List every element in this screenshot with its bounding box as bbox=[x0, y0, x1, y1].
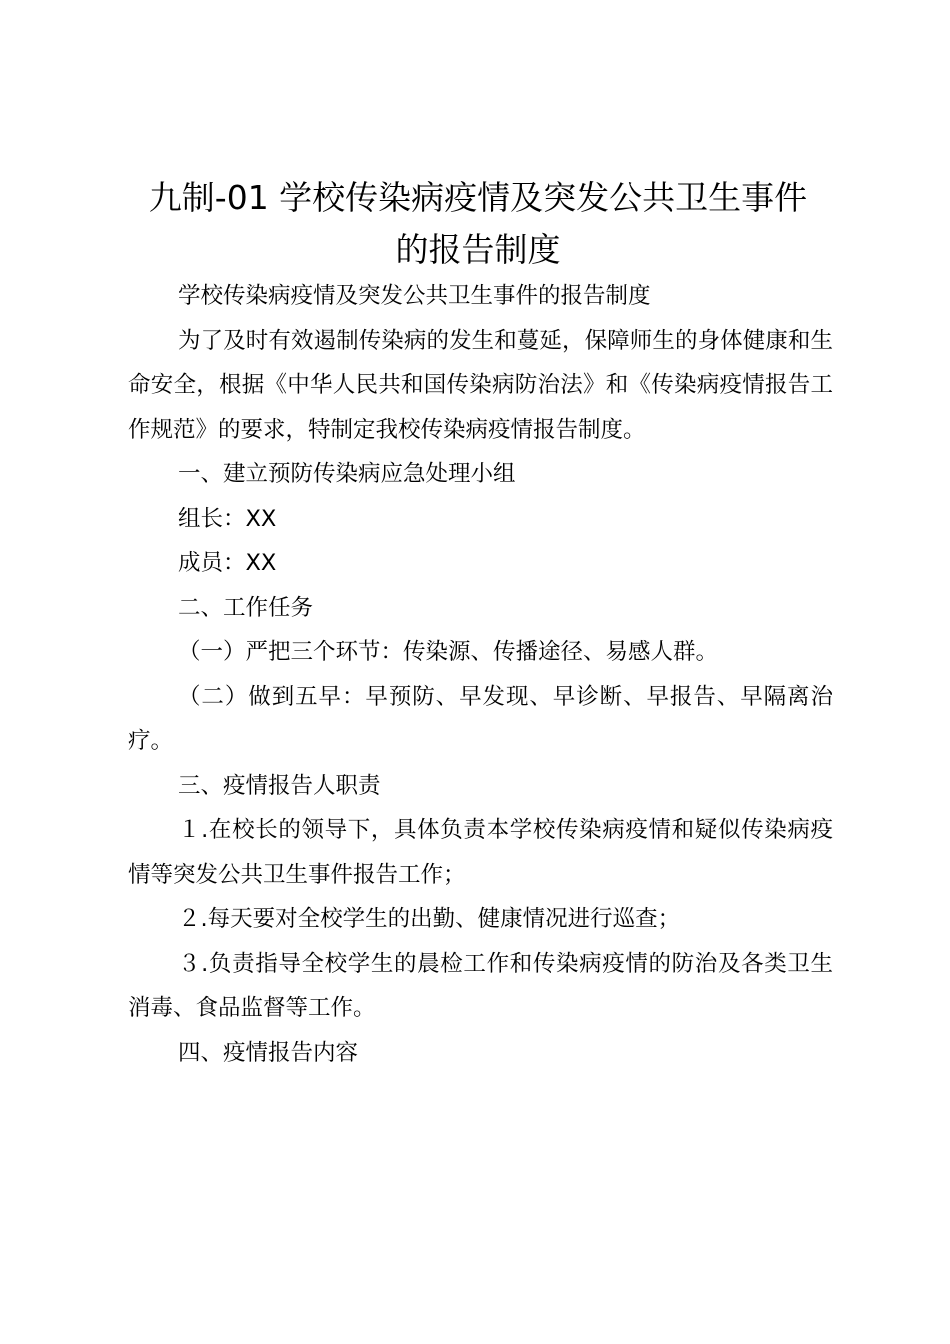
intro-paragraph: 为了及时有效遏制传染病的发生和蔓延，保障师生的身体健康和生命安全，根据《中华人民共和国传染病防治法》和《传染病疫情报告工作规范》的要求，特制定我校传染病疫情报告制度。 bbox=[128, 327, 833, 443]
section-heading-2: 二、工作任务 bbox=[178, 594, 314, 621]
duty-item-2: ２.每天要对全校学生的出勤、健康情况进行巡查； bbox=[178, 906, 681, 932]
document-body bbox=[128, 274, 833, 1075]
section-heading-4: 四、疫情报告内容 bbox=[178, 1039, 359, 1066]
group-members-line: 成员：XX bbox=[178, 550, 277, 576]
task-item-1: （一）严把三个环节：传染源、传播途径、易感人群。 bbox=[178, 639, 719, 665]
title-line-1: 九制-01 学校传染病疫情及突发公共卫生事件 bbox=[148, 178, 808, 217]
duty-item-3: ３.负责指导全校学生的晨检工作和传染病疫情的防治及各类卫生消毒、食品监督等工作。 bbox=[128, 950, 833, 1021]
task-item-2: （二）做到五早：早预防、早发现、早诊断、早报告、早隔离治疗。 bbox=[128, 683, 833, 754]
document-title bbox=[118, 172, 838, 276]
duty-item-1: １.在校长的领导下，具体负责本学校传染病疫情和疑似传染病疫情等突发公共卫生事件报告工作； bbox=[128, 817, 833, 888]
section-heading-1: 一、建立预防传染病应急处理小组 bbox=[178, 461, 516, 487]
subtitle-paragraph: 学校传染病疫情及突发公共卫生事件的报告制度 bbox=[178, 283, 651, 309]
title-line-2: 的报告制度 bbox=[395, 230, 561, 269]
section-heading-3: 三、疫情报告人职责 bbox=[178, 772, 381, 799]
group-leader-line: 组长：XX bbox=[178, 505, 277, 532]
